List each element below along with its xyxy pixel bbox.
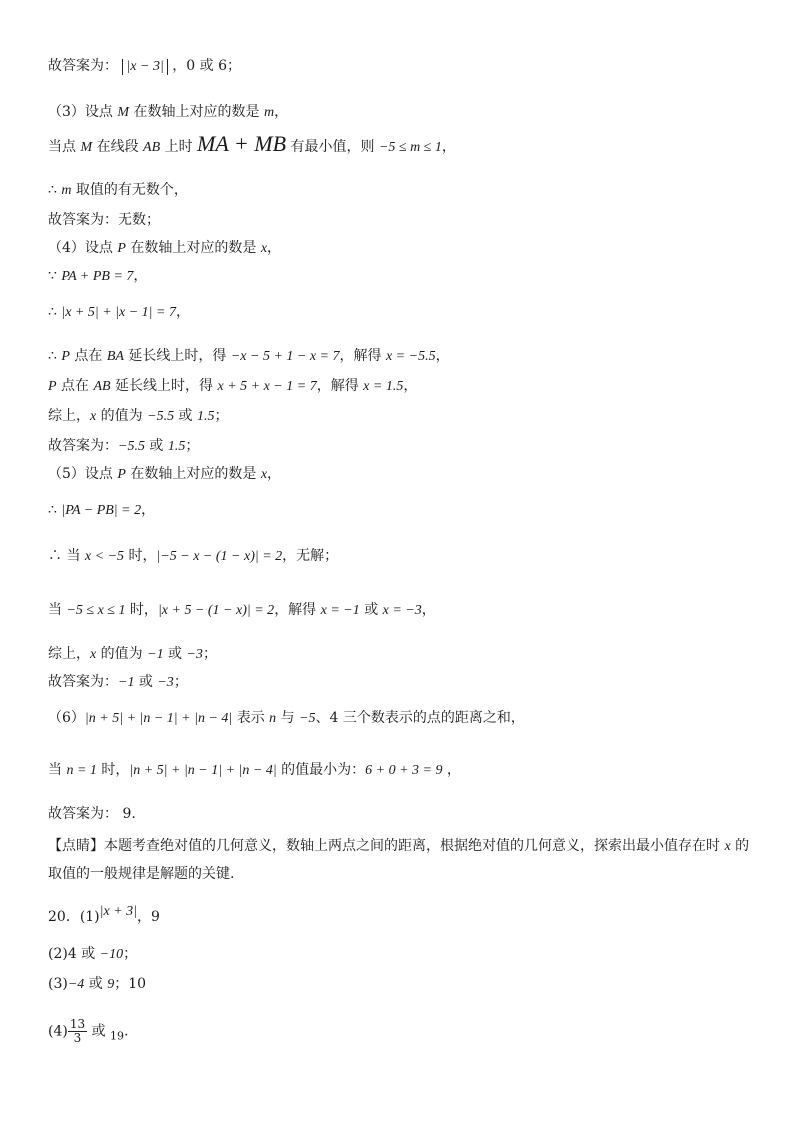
math-var: n <box>269 711 277 726</box>
math-expr: |x + 5| + |x − 1| = 7 <box>61 305 176 320</box>
math-var: m <box>263 105 275 120</box>
text: (3) <box>48 976 68 992</box>
math-expr: −10 <box>99 947 124 962</box>
text: 当 <box>48 762 67 778</box>
text: 在数轴上对应的数是 <box>125 466 261 482</box>
text: 时， <box>125 602 158 618</box>
key-point-line-2 <box>48 864 234 884</box>
part5-answer <box>48 672 188 693</box>
math-var: P <box>117 241 126 256</box>
text: 点在 <box>69 348 107 364</box>
part4-given <box>48 266 147 287</box>
text: ∴ 当 <box>48 548 85 564</box>
text: 延长线上时，得 <box>110 378 218 394</box>
q20-part1 <box>48 902 160 927</box>
q20-part3 <box>48 974 146 995</box>
math-expr: n = 1 <box>66 763 97 778</box>
math-expr: |x + 3| <box>99 904 138 919</box>
text: 与 <box>276 710 300 726</box>
text: ， <box>442 762 461 778</box>
part4-summary <box>48 406 228 427</box>
text: 综上， <box>48 408 90 424</box>
math-expr: −3 <box>186 647 203 662</box>
math-expr: −1 <box>147 647 164 662</box>
text: ； <box>123 946 138 962</box>
text: 时， <box>124 548 157 564</box>
math-expr: −3 <box>157 675 174 690</box>
text: ，解得 <box>316 378 364 394</box>
answer-line-1 <box>48 56 241 76</box>
q20-part4 <box>48 1018 128 1046</box>
text: ，9 <box>137 909 160 925</box>
text: ；10 <box>114 976 147 992</box>
math-var: P <box>117 467 126 482</box>
math-expr: −5 ≤ m ≤ 1 <box>378 140 442 155</box>
part4-case-2 <box>48 376 417 397</box>
text: 20．(1) <box>48 909 100 925</box>
text: ； <box>185 438 200 454</box>
part6-answer <box>48 804 136 824</box>
text: (4) <box>48 1023 68 1040</box>
text: ，解得 <box>339 348 386 364</box>
text: 故答案为： <box>48 674 118 690</box>
math-expr: −5.5 <box>118 439 145 454</box>
math-expr: x = −5.5 <box>385 349 436 364</box>
part4-setup <box>48 238 281 259</box>
text: ∴ <box>48 502 62 518</box>
math-expr: x = 1.5 <box>363 379 404 394</box>
text: ∴ <box>48 304 62 320</box>
text: ； <box>173 674 188 690</box>
text: 或 <box>174 408 197 424</box>
math-var: M <box>80 140 93 155</box>
text: ∵ <box>48 268 62 284</box>
math-expr: x < −5 <box>84 549 125 564</box>
text: 故答案为： <box>48 438 118 454</box>
part5-given <box>48 500 155 521</box>
part5-case-2 <box>48 600 436 621</box>
math-expr: 1.5 <box>167 439 186 454</box>
text: ， <box>267 466 282 482</box>
text: ，解得 <box>274 602 321 618</box>
text: 或 <box>84 976 108 992</box>
text: ； <box>214 408 229 424</box>
math-var: AB <box>93 379 111 394</box>
part4-case-1 <box>48 346 450 367</box>
text: 或 <box>359 602 383 618</box>
text: ； <box>202 646 217 662</box>
math-expr: −5 <box>299 711 316 726</box>
text: 的值为 <box>96 408 148 424</box>
text: 在数轴上对应的数是 <box>129 104 264 120</box>
text: ， <box>435 348 450 364</box>
text: 点在 <box>56 378 94 394</box>
text: 或 <box>87 1023 111 1040</box>
math-expr: x = −1 <box>320 603 360 618</box>
text: 当点 <box>48 139 81 155</box>
text: 表示 <box>232 710 270 726</box>
math-expr: −1 <box>118 675 135 690</box>
text: ， <box>403 378 418 394</box>
text: 或 <box>163 646 187 662</box>
text: 延长线上时，得 <box>123 348 231 364</box>
math-var: x <box>260 241 268 256</box>
text: （3）设点 <box>48 104 118 120</box>
text: 故答案为： 9. <box>48 806 136 822</box>
part6-meaning <box>48 708 525 729</box>
text: 取值的一般规律是解题的关键. <box>48 866 235 882</box>
math-expr: 6 + 0 + 3 = 9 <box>365 763 443 778</box>
math-expr: 1.5 <box>196 409 215 424</box>
math-var: m <box>61 183 72 198</box>
math-var: P <box>48 379 57 394</box>
part3-setup <box>48 102 288 123</box>
math-var: x <box>90 647 97 662</box>
part5-summary <box>48 644 217 665</box>
part3-condition <box>48 131 456 158</box>
text: ∴ <box>48 182 62 198</box>
text: 时， <box>96 762 130 778</box>
text: ， <box>441 139 456 155</box>
text: 【点睛】本题考查绝对值的几何意义，数轴上两点之间的距离，根据绝对值的几何意义，探索出最小值存在时 <box>48 838 725 854</box>
text: . <box>124 1023 129 1040</box>
part4-equation <box>48 302 190 323</box>
text: 取值的有无数个， <box>71 182 188 198</box>
math-expr: −4 <box>67 977 85 992</box>
text: ， <box>421 602 436 618</box>
q20-part2 <box>48 944 137 965</box>
fraction-numerator: 13 <box>69 1017 86 1031</box>
math-expr: −5 ≤ x ≤ 1 <box>66 603 126 618</box>
part3-answer <box>48 210 160 230</box>
math-expr: |PA − PB| = 2 <box>61 503 142 518</box>
math-expr: |x − 3| <box>122 59 167 75</box>
math-expr: −x − 5 + 1 − x = 7 <box>230 349 340 364</box>
math-expr: |−5 − x − (1 − x)| = 2 <box>156 549 283 564</box>
math-var: M <box>117 105 130 120</box>
text: 综上， <box>48 646 90 662</box>
text: (2)4 或 <box>48 946 100 962</box>
math-expr: 9 <box>107 977 115 992</box>
text: 当 <box>48 602 67 618</box>
fraction-denominator: 3 <box>73 1031 82 1045</box>
math-expr: |x + 5 − (1 − x)| = 2 <box>157 603 275 618</box>
text: 的值最小为： <box>276 762 366 778</box>
math-expr: 19 <box>110 1029 125 1043</box>
text: ， <box>267 240 282 256</box>
math-expr: PA + PB = 7 <box>61 269 134 284</box>
math-var: P <box>61 349 70 364</box>
text: 在线段 <box>92 139 144 155</box>
text: （5）设点 <box>48 466 118 482</box>
text: ，无解； <box>282 548 339 564</box>
part5-case-1 <box>48 546 338 567</box>
text: ， <box>274 104 289 120</box>
text: 故答案为：无数； <box>48 212 160 228</box>
text: 或 <box>144 438 168 454</box>
fraction <box>68 1018 87 1045</box>
text: 故答案为： <box>48 58 118 74</box>
text: 或 <box>134 674 158 690</box>
math-expr: −5.5 <box>147 409 175 424</box>
text: ，0 或 6； <box>172 58 241 74</box>
text: ∴ <box>48 348 62 364</box>
text: ， <box>141 502 156 518</box>
math-expr: MA + MB <box>197 131 287 156</box>
math-var: x <box>260 467 268 482</box>
text: 的 <box>730 838 750 854</box>
math-var: AB <box>143 140 161 155</box>
math-var: x <box>724 839 731 854</box>
part3-conclusion <box>48 180 188 201</box>
part6-minimum <box>48 760 461 781</box>
text: 上时 <box>160 139 198 155</box>
math-var: BA <box>106 349 124 364</box>
key-point-line-1 <box>48 836 749 857</box>
math-expr: x + 5 + x − 1 = 7 <box>217 379 317 394</box>
part4-answer <box>48 436 199 457</box>
math-var: x <box>90 409 97 424</box>
text: ， <box>133 268 148 284</box>
text: （4）设点 <box>48 240 118 256</box>
math-expr: x = −3 <box>382 603 422 618</box>
text: ， <box>175 304 190 320</box>
math-expr: |n + 5| + |n − 1| + |n − 4| <box>129 763 277 778</box>
text: 的值为 <box>96 646 148 662</box>
math-expr: |n + 5| + |n − 1| + |n − 4| <box>84 711 233 726</box>
part5-setup <box>48 464 281 485</box>
text: 在数轴上对应的数是 <box>125 240 261 256</box>
text: 有最小值，则 <box>286 139 379 155</box>
text: （6） <box>48 710 85 726</box>
text: 、4 三个数表示的点的距离之和， <box>315 710 525 726</box>
